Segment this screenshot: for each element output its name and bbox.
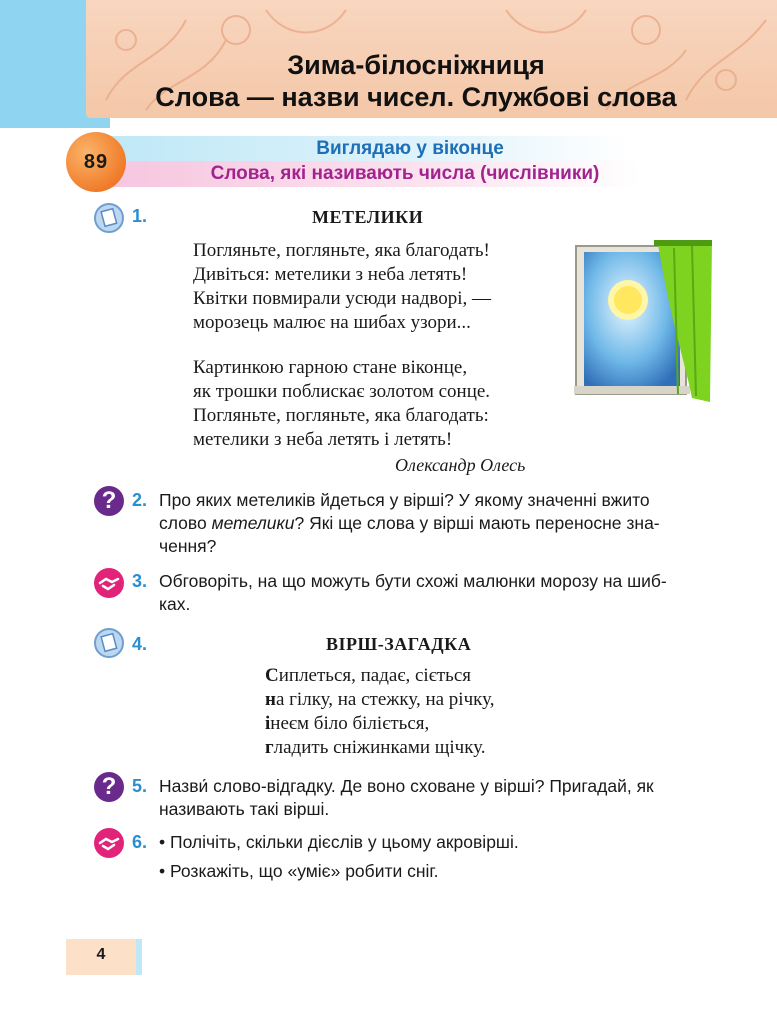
handshake-icon <box>94 568 124 598</box>
task-number: 3. <box>132 571 148 591</box>
poem-line: як трошки поблискає золотом сонце. <box>193 381 491 402</box>
lesson-number-badge: 89 <box>66 132 126 192</box>
lesson-subtitle: Виглядаю у віконце <box>316 138 504 159</box>
poem-author: Олександр Олесь <box>395 455 526 475</box>
book-icon <box>94 628 124 658</box>
acrostic-poem <box>265 664 494 760</box>
poem-line: метелики з неба летять і летять! <box>193 429 453 450</box>
poem-line: Погляньте, погляньте, яка благодать: <box>193 405 489 426</box>
lesson-topic: Слова, які називають числа (числівники) <box>210 163 600 184</box>
poem-line: морозець малює на шибах узори... <box>193 312 471 333</box>
task-number: 5. <box>132 776 148 796</box>
task-text: Обговоріть, на що можуть бути схожі малюнки морозу на шиб- ках. <box>159 571 667 614</box>
poem-line: Сиплеться, падає, сіється <box>265 665 471 686</box>
poem-line: Картинкою гарною стане віконце, <box>193 357 468 378</box>
poem-stanza-1 <box>193 239 491 335</box>
question-icon: ? <box>94 772 124 802</box>
task-number: 1. <box>132 206 148 226</box>
task-number: 2. <box>132 490 148 510</box>
task-text: Про яких метеликів йдеться у вірші? У якому значенні вжито слово метелики? Які ще слова у вірші мають переносне зна- чення? <box>159 490 660 556</box>
task-number: 4. <box>132 634 148 654</box>
poem-title: ВІРШ-ЗАГАДКА <box>326 634 472 654</box>
poem-line: на гілку, на стежку, на річку, <box>265 689 495 710</box>
poem-stanza-2 <box>193 356 490 452</box>
poem-title: МЕТЕЛИКИ <box>312 207 424 227</box>
poem-line: інеєм біло біліється, <box>265 713 430 734</box>
question-icon: ? <box>94 486 124 516</box>
poem-line: Квітки повмирали усюди надворі, — <box>193 288 492 309</box>
poem-line: Дивіться: метелики з неба летять! <box>193 264 468 285</box>
poem-line: Погляньте, погляньте, яка благодать! <box>193 240 490 261</box>
task-bullet: • Розкажіть, що «уміє» робити сніг. <box>159 861 439 881</box>
page-number: 4 <box>96 946 106 963</box>
task-text: Назви́ слово-відгадку. Де воно сховане у вірші? Пригадай, як називають такі вірші. <box>159 776 654 819</box>
task-number: 6. <box>132 832 148 852</box>
poem-line: гладить сніжинками щічку. <box>265 737 486 758</box>
book-icon <box>94 203 124 233</box>
page-subtitle: Слова — назви чисел. Службові слова <box>155 82 677 112</box>
task-bullet: • Полічіть, скільки дієслів у цьому акровірші. <box>159 832 519 852</box>
page-title: Зима-білосніжниця <box>287 50 545 80</box>
handshake-icon <box>94 828 124 858</box>
window-illustration <box>574 238 712 403</box>
